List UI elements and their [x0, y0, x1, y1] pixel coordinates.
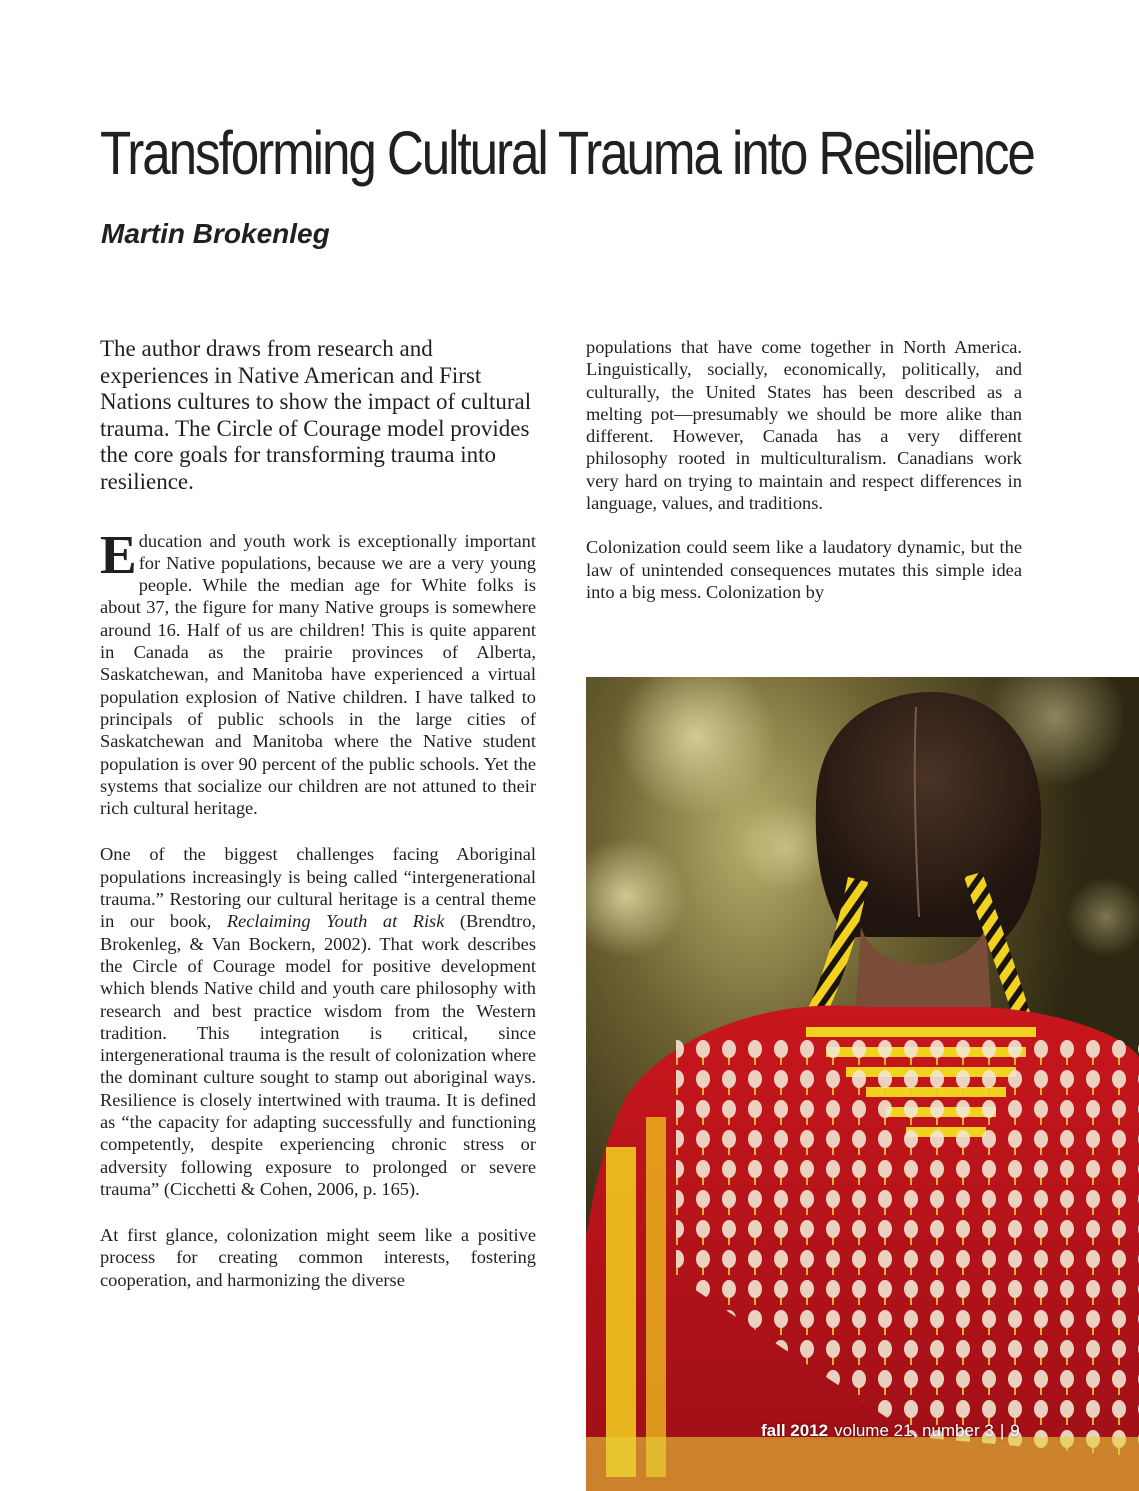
paragraph-1 — [100, 523, 536, 820]
book-title: Reclaiming Youth at Risk — [226, 911, 445, 932]
paragraph-1-text: ducation and youth work is exceptionally important for Native populations, because we are a very young people. While the median age for White folks is about 37, the figure for many Native groups is somewhere around 16. Half of us are children! This is quite apparent in Canada as the prairie provinces of Alberta, Saskatchewan, and Manitoba have experienced a virtual population explosion of Native children. I have talked to principals of public schools in the large cities of Saskatchewan and Manitoba where the Native student population is over 90 percent of the public schools. Yet the systems that socialize our children are not attuned to their rich cultural heritage. — [100, 530, 536, 819]
page-number: 9 — [1010, 1421, 1020, 1440]
left-column — [100, 336, 536, 1315]
paragraph-3: At first glance, colonization might seem like a positive process for creating common interests, fostering cooperation, and harmonizing the diverse — [100, 1225, 536, 1290]
abstract: The author draws from research and experiences in Native American and First Nations cultures to show the impact of cultural trauma. The Circle of Courage model provides the core goals for transforming trauma into resilience. — [100, 336, 532, 494]
issue-season: fall 2012 — [761, 1421, 829, 1440]
paragraph-4: populations that have come together in North America. Linguistically, socially, economically, politically, and culturally, the United States has been described as a melting pot—presumably we should be more alike than different. However, Canada has a very different philosophy rooted in multiculturalism. Canadians work very hard on trying to maintain and respect differences in language, values, and traditions. — [586, 337, 1022, 514]
paragraph-5: Colonization could seem like a laudatory dynamic, but the law of unintended consequences mutates this simple idea into a big mess. Colonization by — [586, 537, 1022, 602]
footer-separator: | — [999, 1421, 1005, 1440]
paragraph-2-text-b: (Brendtro, Brokenleg, & Van Bockern, 2002). That work describes the Circle of Courage model for positive development which blends Native child and youth care philosophy with research and best practice wisdom from the Western tradition. This integration is critical, since intergenerational trauma is the result of colonization where the dominant culture sought to stamp out aboriginal ways. Resilience is closely intertwined with trauma. It is defined as “the capacity for adapting successfully and functioning competently, despite experiencing chronic stress or adversity following exposure to prolonged or severe trauma” (Cicchetti & Cohen, 2006, p. 165). — [100, 911, 537, 1199]
photo-dancer-regalia — [586, 677, 1139, 1491]
author-name: Martin Brokenleg — [101, 218, 330, 249]
body-left — [100, 523, 537, 1292]
right-column — [586, 336, 1022, 625]
paragraph-2 — [100, 843, 536, 1200]
body-right — [586, 336, 1022, 603]
photo-illustration — [586, 677, 1139, 1491]
page-footer — [761, 1421, 1020, 1441]
issue-volume: volume 21, number 3 — [834, 1421, 994, 1440]
paragraph-2-text-a: One of the biggest challenges facing Aboriginal populations increasingly is being called “intergenerational trauma.” Restoring our cultural heritage is a central theme in our book, — [100, 844, 536, 932]
drop-cap: E — [100, 523, 137, 585]
skirt-beadwork — [586, 1437, 1139, 1491]
article-title: Transforming Cultural Trauma into Resilience — [100, 119, 1034, 187]
